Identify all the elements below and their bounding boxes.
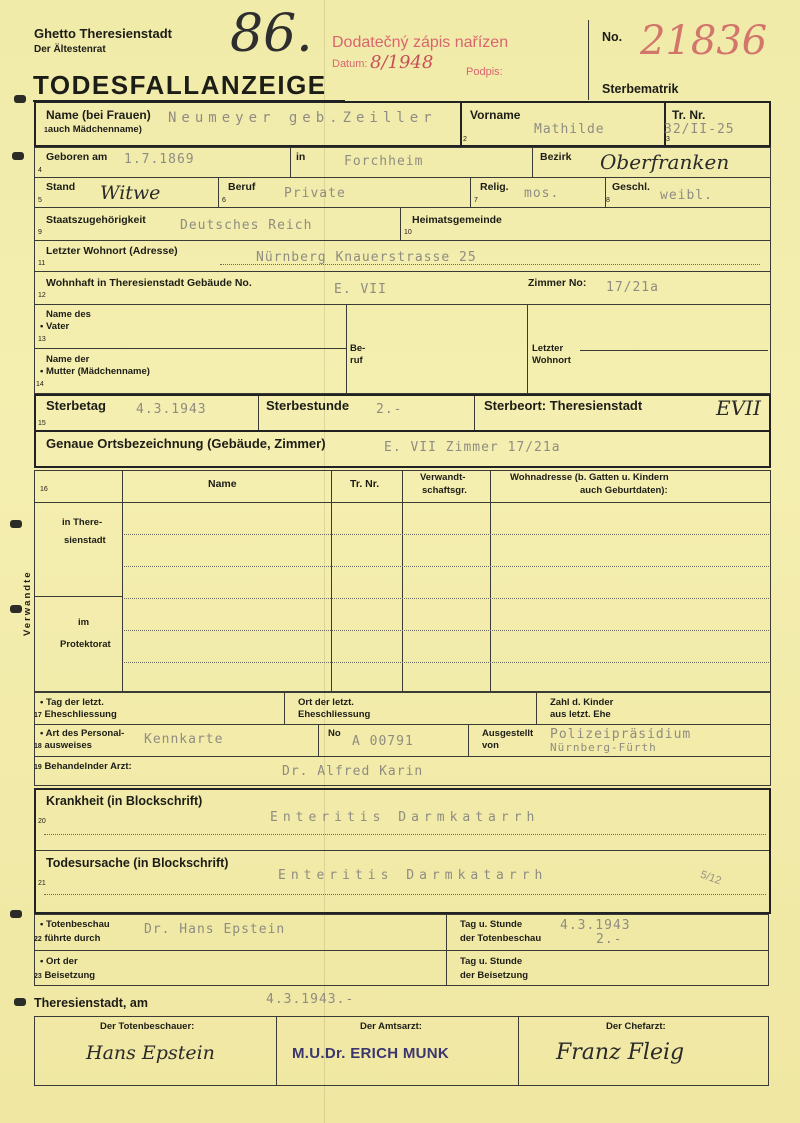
row-number: 2 <box>463 136 467 143</box>
margin-note: 5/12 <box>698 868 723 888</box>
relatives-side-label: Verwandte <box>22 570 33 636</box>
chefarzt-signature: Franz Fleig <box>556 1040 685 1065</box>
row-divider <box>536 692 537 724</box>
punch-hole-icon <box>14 998 26 1006</box>
in-theresienstadt-label: in There- <box>62 517 103 528</box>
im-protektorat-label-line2: Protektorat <box>60 639 111 650</box>
place-date-value: 4.3.1943.- <box>266 992 355 1007</box>
name-label-line2: 1auch Mädchenname) <box>44 124 142 135</box>
parent-wohnort-label: Letzter <box>532 343 564 354</box>
row-line <box>34 950 769 951</box>
relatives-col-wohn: Wohnadresse (b. Gatten u. Kindern <box>510 472 669 483</box>
kinder-label-line2: aus letzt. Ehe <box>550 709 611 720</box>
dotted-line <box>44 834 766 835</box>
sterbetag-value: 4.3.1943 <box>136 402 207 417</box>
row-number: 11 <box>38 260 46 267</box>
wohnhaft-value: E. VII <box>334 282 387 297</box>
relatives-col <box>122 470 123 692</box>
row-divider <box>446 914 447 986</box>
sterbestunde-label: Sterbestunde <box>266 398 350 413</box>
stamp-podpis-label: Podpis: <box>466 66 503 78</box>
totenbeschau-tag-value: 4.3.1943 <box>560 918 631 933</box>
signature-divider <box>276 1016 277 1086</box>
stand-value: Witwe <box>100 182 161 204</box>
relatives-col <box>490 470 491 692</box>
relig-label: Relig. <box>480 181 509 193</box>
stamp-datum-label: Datum: <box>332 58 368 70</box>
death-divider <box>258 396 259 430</box>
relatives-col-verwandt: Verwandt- <box>420 472 466 483</box>
ausweis-no-label: No <box>328 728 341 739</box>
krankheit-label: Krankheit (in Blockschrift) <box>46 794 203 808</box>
death-box-line <box>36 430 769 432</box>
dotted-line <box>124 598 769 599</box>
relatives-col-name: Name <box>208 478 237 490</box>
totenbeschau-value: Dr. Hans Epstein <box>144 922 286 937</box>
punch-hole-icon <box>10 910 22 918</box>
parent-beruf-label-line2: ruf <box>350 355 363 366</box>
stamp-addendum: Dodatečný zápis nařízen <box>332 34 509 51</box>
tr-nr-label: Tr. Nr. <box>672 108 706 122</box>
place-date-label: Theresienstadt, am <box>34 996 148 1010</box>
row-line <box>34 207 771 208</box>
beisetzung-ort-label-line2: 23 Beisetzung <box>34 970 96 981</box>
ausgestellt-value-line2: Nürnberg-Fürth <box>550 741 657 754</box>
row-divider <box>318 724 319 756</box>
arzt-label: 19 Behandelnder Arzt: <box>34 761 132 772</box>
dotted-line <box>44 894 766 895</box>
ehe-tag-label: • Tag der letzt. <box>40 697 104 708</box>
beisetzung-tag-label: Tag u. Stunde <box>460 956 523 967</box>
sterbetag-label: Sterbetag <box>46 398 106 413</box>
row-number: 9 <box>38 229 42 236</box>
row-line <box>34 724 771 725</box>
geboren-value: 1.7.1869 <box>124 152 195 167</box>
relatives-col <box>402 470 403 692</box>
dotted-line <box>124 630 769 631</box>
parents-divider <box>527 304 528 394</box>
name-value: Neumeyer geb.Zeiller <box>168 110 437 126</box>
sterbeort-hand: EVII <box>716 396 761 420</box>
form-title: TODESFALLANZEIGE <box>33 70 327 100</box>
dotted-line <box>124 534 769 535</box>
totenbeschau-label: • Totenbeschau <box>40 919 110 930</box>
ausweis-art-label: • Art des Personal- <box>40 728 125 739</box>
zimmer-label: Zimmer No: <box>528 277 587 289</box>
row-number: 5 <box>38 197 42 204</box>
totenbeschau-tag-label: Tag u. Stunde <box>460 919 523 930</box>
wohnort-label: Letzter Wohnort (Adresse) <box>46 245 178 257</box>
row-line <box>34 177 771 178</box>
dotted-line <box>124 566 769 567</box>
zimmer-value: 17/21a <box>606 280 659 295</box>
tr-nr-value: 32/II-25 <box>664 122 735 137</box>
chefarzt-label: Der Chefarzt: <box>606 1021 666 1032</box>
parents-divider <box>346 304 347 394</box>
sterbestunde-value: 2.- <box>376 402 403 417</box>
row-divider <box>284 692 285 724</box>
amtsarzt-label: Der Amtsarzt: <box>360 1021 422 1032</box>
row-number: 15 <box>38 420 46 427</box>
beisetzung-ort-label: • Ort der <box>40 956 78 967</box>
row-divider <box>470 177 471 207</box>
handwritten-number: 86. <box>230 4 313 64</box>
ausweis-no-value: A 00791 <box>352 734 414 749</box>
relatives-col-verwandt-line2: schaftsgr. <box>422 485 467 496</box>
punch-hole-icon <box>12 152 24 160</box>
vater-label: Name des <box>46 309 91 320</box>
stamp-datum-value: 8/1948 <box>370 52 434 73</box>
relatives-col <box>331 470 332 692</box>
row-number: 14 <box>36 381 44 388</box>
ausweis-art-value: Kennkarte <box>144 732 224 747</box>
row-number: 13 <box>38 336 46 343</box>
krankheit-value: Enteritis Darmkatarrh <box>270 810 540 825</box>
ehe-ort-label: Ort der letzt. <box>298 697 354 708</box>
mutter-label: Name der <box>46 354 90 365</box>
row-number: 8 <box>606 197 610 204</box>
staats-label: Staatszugehörigkeit <box>46 214 146 226</box>
vorname-value: Mathilde <box>534 122 605 137</box>
no-value: 21836 <box>640 18 768 64</box>
bezirk-label: Bezirk <box>540 151 572 163</box>
ausgestellt-label-line2: von <box>482 740 499 751</box>
punch-hole-icon <box>10 605 22 613</box>
row-number: 21 <box>38 880 46 887</box>
beruf-label: Beruf <box>228 181 256 193</box>
krankheit-line <box>36 850 769 851</box>
header-divider <box>588 20 589 100</box>
row-number: 20 <box>38 818 46 825</box>
geschl-value: weibl. <box>660 188 713 203</box>
row-line <box>580 350 768 351</box>
beruf-value: Private <box>284 186 346 201</box>
dotted-line <box>124 662 769 663</box>
sterbematrik-label: Sterbematrik <box>602 82 679 96</box>
row-divider <box>532 147 533 177</box>
vorname-label: Vorname <box>470 108 521 122</box>
todesursache-value: Enteritis Darmkatarrh <box>278 868 548 883</box>
stand-label: Stand <box>46 181 76 193</box>
heimat-label: Heimatsgemeinde <box>412 214 502 226</box>
relatives-col-wohn-line2: auch Geburtdaten): <box>580 485 668 496</box>
org-council: Der Ältestenrat <box>34 44 106 55</box>
ehe-tag-label-line2: 17 Eheschliessung <box>34 709 117 720</box>
row-divider <box>218 177 219 207</box>
row-line <box>34 756 771 757</box>
row-line <box>34 271 771 272</box>
org-name: Ghetto Theresienstadt <box>34 26 172 41</box>
row-number: 6 <box>222 197 226 204</box>
row-divider <box>468 724 469 756</box>
kinder-label: Zahl d. Kinder <box>550 697 614 708</box>
row1-divider <box>460 103 462 145</box>
todesursache-label: Todesursache (in Blockschrift) <box>46 856 229 870</box>
totenbeschauer-signature: Hans Epstein <box>86 1042 215 1064</box>
ortsbez-value: E. VII Zimmer 17/21a <box>384 440 561 455</box>
amtsarzt-stamp: M.U.Dr. ERICH MUNK <box>292 1045 450 1062</box>
dotted-line <box>220 264 760 265</box>
signature-divider <box>518 1016 519 1086</box>
row-number: 10 <box>404 229 412 236</box>
relatives-col-trnr: Tr. Nr. <box>350 478 380 490</box>
beisetzung-tag-label-line2: der Beisetzung <box>460 970 529 981</box>
punch-hole-icon <box>10 520 22 528</box>
in-label: in <box>296 151 306 163</box>
row-number: 12 <box>38 292 46 299</box>
im-protektorat-label: im <box>78 617 90 628</box>
totenbeschauer-label: Der Totenbeschauer: <box>100 1021 195 1032</box>
sterbeort-label: Sterbeort: Theresienstadt <box>484 398 643 413</box>
geschl-label: Geschl. <box>612 181 650 193</box>
wohnhaft-label: Wohnhaft in Theresienstadt Gebäude No. <box>46 277 252 289</box>
totenbeschau-tag-label-line2: der Totenbeschau <box>460 933 542 944</box>
vater-label-line2: • Vater <box>40 321 70 332</box>
death-divider <box>474 396 475 430</box>
row-line <box>34 240 771 241</box>
totenbeschau-stunde-value: 2.- <box>596 932 623 947</box>
relig-value: mos. <box>524 186 560 201</box>
row-number: 4 <box>38 167 42 174</box>
ortsbez-label: Genaue Ortsbezeichnung (Gebäude, Zimmer) <box>46 436 326 451</box>
ausweis-art-label-line2: 18 ausweises <box>34 740 92 751</box>
relatives-row-number: 16 <box>40 486 48 493</box>
parent-wohnort-label-line2: Wohnort <box>532 355 571 366</box>
in-theresienstadt-label-line2: sienstadt <box>64 535 106 546</box>
wohnort-value: Nürnberg Knauerstrasse 25 <box>256 250 477 265</box>
in-value: Forchheim <box>344 154 424 169</box>
row-number: 3 <box>666 136 670 143</box>
punch-hole-icon <box>14 95 26 103</box>
row-divider <box>400 207 401 240</box>
name-label: Name (bei Frauen) <box>46 108 151 122</box>
ausgestellt-value: Polizeipräsidium <box>550 727 692 742</box>
relatives-group-line <box>34 596 122 597</box>
ehe-ort-label-line2: Eheschliessung <box>298 709 371 720</box>
row-line <box>34 348 346 349</box>
row-divider <box>290 147 291 177</box>
bezirk-value: Oberfranken <box>600 150 730 174</box>
totenbeschau-label-line2: 22 führte durch <box>34 933 101 944</box>
parent-beruf-label: Be- <box>350 343 366 354</box>
ausgestellt-label: Ausgestellt <box>482 728 534 739</box>
mutter-label-line2: • Mutter (Mädchenname) <box>40 366 150 377</box>
arzt-value: Dr. Alfred Karin <box>282 764 424 779</box>
geboren-label: Geboren am <box>46 151 108 163</box>
no-label: No. <box>602 30 623 44</box>
row-line <box>34 304 771 305</box>
staats-value: Deutsches Reich <box>180 218 313 233</box>
row-number: 7 <box>474 197 478 204</box>
